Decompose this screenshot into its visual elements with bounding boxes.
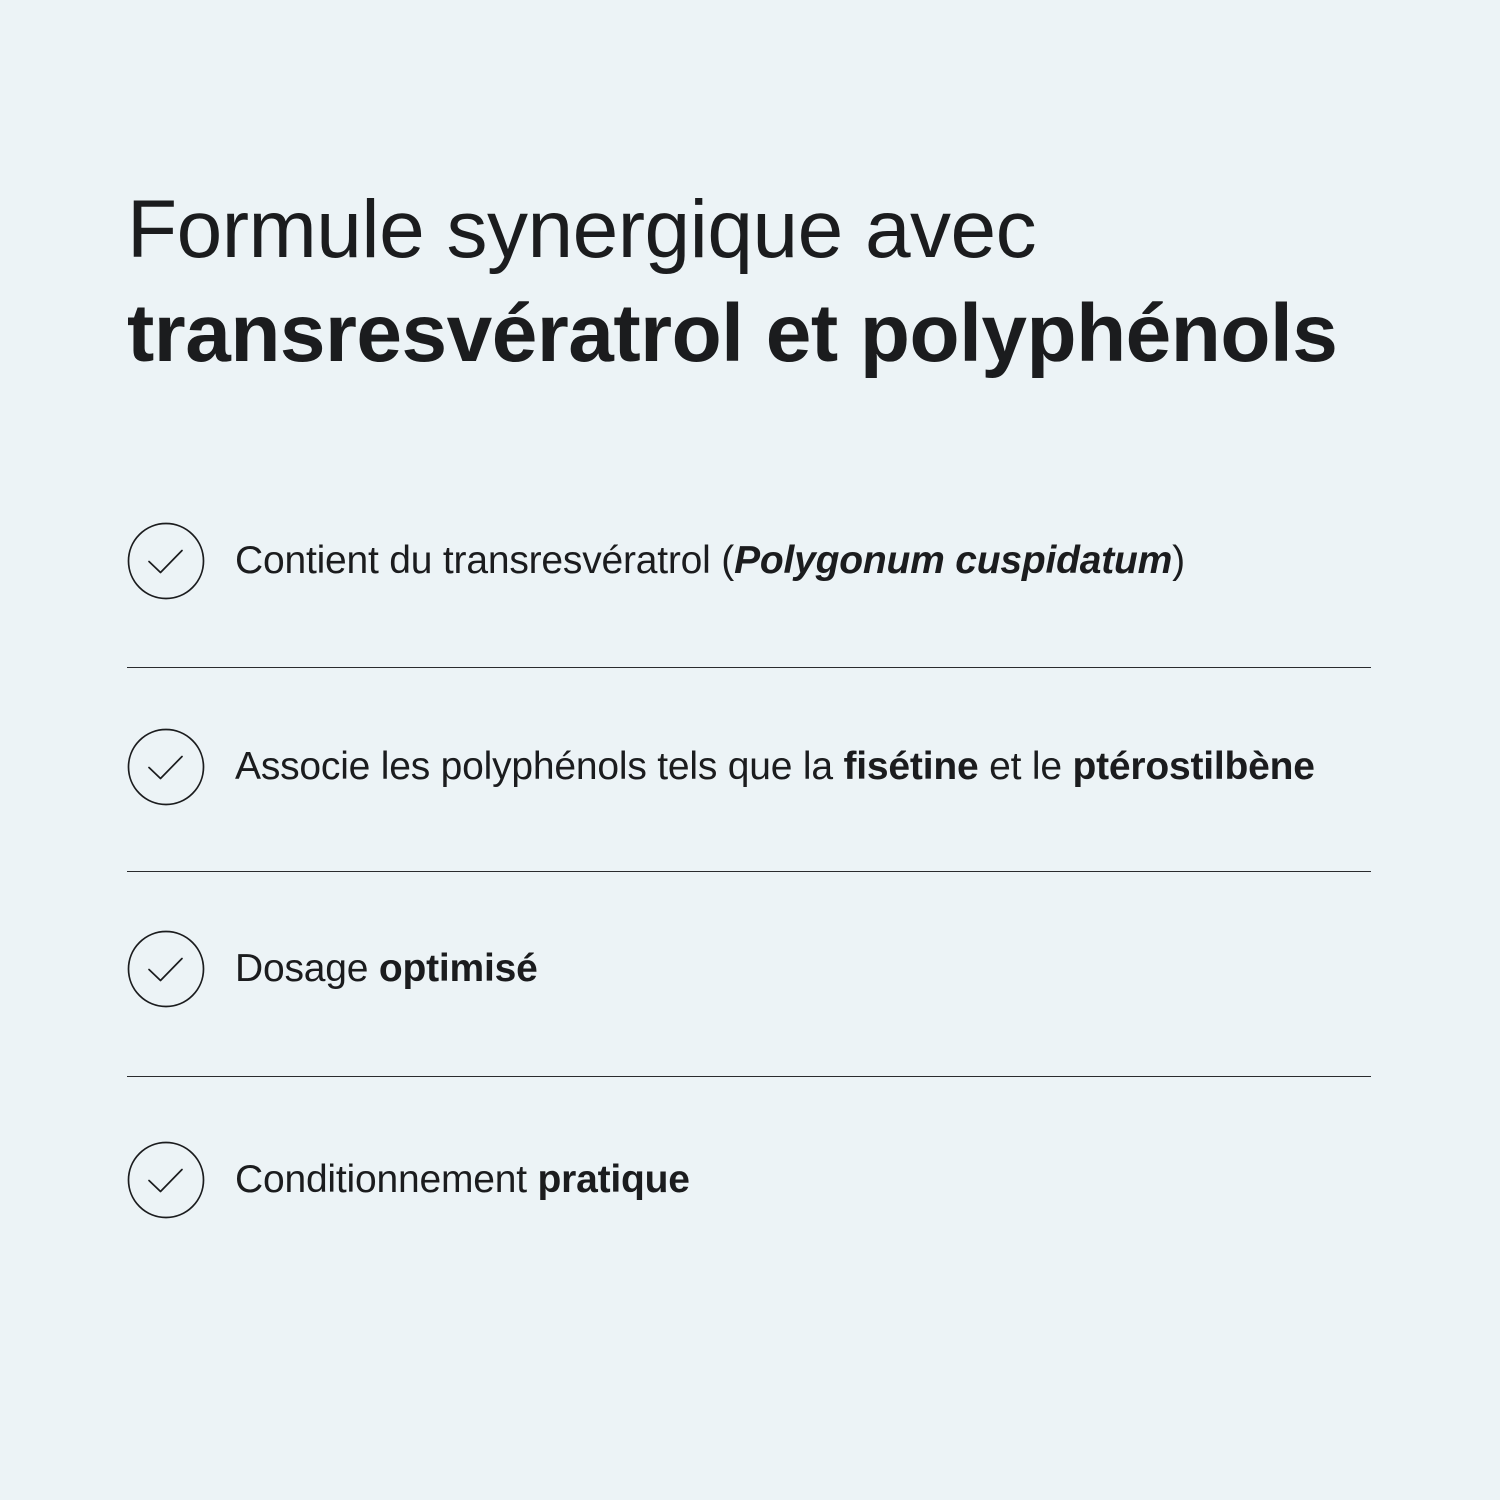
feature-text-part: Associe les polyphénols tels que la bbox=[235, 745, 844, 788]
feature-emphasis: optimisé bbox=[378, 947, 538, 990]
feature-item-transresveratrol bbox=[127, 521, 1427, 601]
feature-text-part: Conditionnement bbox=[235, 1158, 538, 1201]
check-circle-icon bbox=[127, 930, 205, 1008]
feature-text-part: ) bbox=[1172, 539, 1185, 582]
divider bbox=[127, 871, 1371, 872]
divider bbox=[127, 1076, 1371, 1077]
feature-item-packaging bbox=[127, 1140, 1427, 1220]
feature-list bbox=[127, 0, 1371, 1500]
feature-text-part: Contient du transresvératrol ( bbox=[235, 539, 735, 582]
feature-item-dosage bbox=[127, 929, 1427, 1009]
feature-text bbox=[235, 945, 538, 993]
feature-text bbox=[235, 537, 1185, 585]
divider bbox=[127, 667, 1371, 668]
feature-emphasis: ptérostilbène bbox=[1072, 745, 1315, 788]
feature-text bbox=[235, 743, 1315, 791]
feature-text-part: Dosage bbox=[235, 947, 379, 990]
feature-item-polyphenols bbox=[127, 727, 1427, 807]
feature-text-part: et le bbox=[978, 745, 1073, 788]
check-circle-icon bbox=[127, 1141, 205, 1219]
feature-emphasis-italic: Polygonum cuspidatum bbox=[734, 539, 1173, 582]
check-circle-icon bbox=[127, 522, 205, 600]
headline-line-2: transresvératrol et polyphénols bbox=[127, 288, 1338, 379]
feature-emphasis: pratique bbox=[537, 1158, 690, 1201]
headline-line-1: Formule synergique avec bbox=[127, 184, 1037, 275]
feature-emphasis: fisétine bbox=[843, 745, 979, 788]
feature-text bbox=[235, 1156, 690, 1204]
check-circle-icon bbox=[127, 728, 205, 806]
